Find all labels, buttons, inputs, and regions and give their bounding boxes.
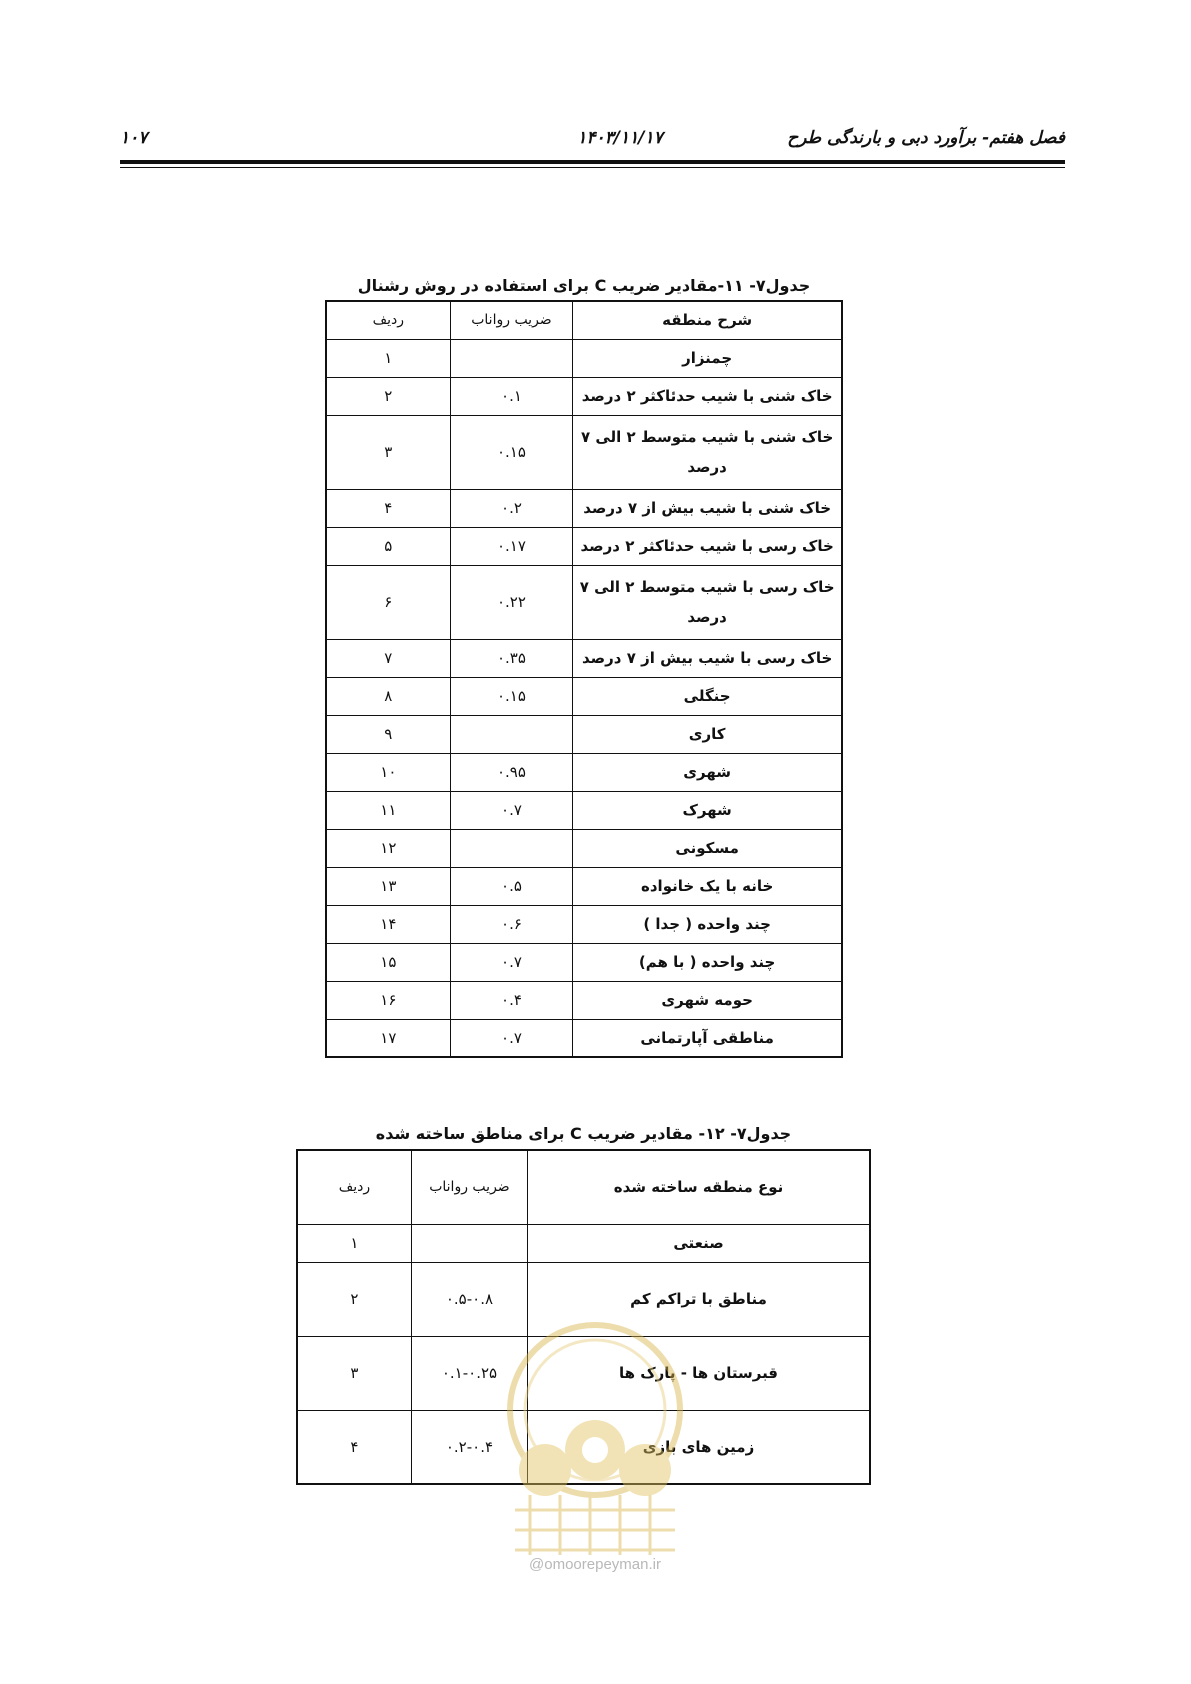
cell-description: خاک رسی با شیب متوسط ۲ الی ۷ درصد (573, 565, 842, 639)
cell-row-number: ۹ (326, 715, 450, 753)
cell-description: خانه با یک خانواده (573, 867, 842, 905)
cell-coefficient: ۰.۳۵ (450, 639, 573, 677)
cell-coefficient: ۰.۹۵ (450, 753, 573, 791)
cell-coefficient: ۰.۲-۰.۴ (411, 1410, 527, 1484)
cell-description: شهرک (573, 791, 842, 829)
cell-description: مناطقی آپارتمانی (573, 1019, 842, 1057)
table1-header-description: شرح منطقه (573, 301, 842, 339)
header-rule-thick (120, 160, 1065, 164)
cell-description: کاری (573, 715, 842, 753)
table1-header-row: ردیف (326, 301, 450, 339)
table2-header-row: ردیف (297, 1150, 411, 1224)
table-row (297, 1410, 870, 1484)
table-row (326, 415, 842, 489)
cell-coefficient: ۰.۴ (450, 981, 573, 1019)
table-row (326, 377, 842, 415)
cell-coefficient: ۰.۱ (450, 377, 573, 415)
table-row (326, 905, 842, 943)
table-row (326, 829, 842, 867)
table1 (325, 300, 843, 1058)
cell-row-number: ۳ (326, 415, 450, 489)
cell-row-number: ۷ (326, 639, 450, 677)
cell-description: جنگلی (573, 677, 842, 715)
cell-row-number: ۱۴ (326, 905, 450, 943)
cell-row-number: ۱۳ (326, 867, 450, 905)
table-row (326, 565, 842, 639)
chapter-title: فصل هفتم- برآورد دبی و بارندگی طرح (787, 128, 1065, 148)
table-row (326, 677, 842, 715)
cell-description: حومه شهری (573, 981, 842, 1019)
cell-row-number: ۱۱ (326, 791, 450, 829)
cell-row-number: ۱ (326, 339, 450, 377)
table2-caption: جدول۷- ۱۲- مقادیر ضریب C برای مناطق ساخته شده (375, 1124, 792, 1143)
cell-description: مسکونی (573, 829, 842, 867)
table2 (296, 1149, 871, 1485)
cell-row-number: ۲ (326, 377, 450, 415)
table-row (297, 1262, 870, 1336)
cell-row-number: ۱۰ (326, 753, 450, 791)
cell-row-number: ۵ (326, 527, 450, 565)
page-number: ۱۰۷ (120, 128, 148, 148)
cell-description: زمین های بازی (528, 1410, 870, 1484)
table-row (326, 943, 842, 981)
table-row (326, 753, 842, 791)
cell-description: چند واحده ( جدا ) (573, 905, 842, 943)
table1-caption: جدول۷- ۱۱-مقادیر ضریب C برای استفاده در روش رشنال (357, 276, 811, 295)
cell-row-number: ۸ (326, 677, 450, 715)
table-row (326, 527, 842, 565)
cell-coefficient: ۰.۶ (450, 905, 573, 943)
header-rule-thin (120, 167, 1065, 168)
cell-coefficient: ۰.۲ (450, 489, 573, 527)
cell-description: چمنزار (573, 339, 842, 377)
table-row (326, 489, 842, 527)
cell-coefficient: ۰.۷ (450, 791, 573, 829)
table-row (297, 1224, 870, 1262)
cell-description: خاک شنی با شیب حدئاکثر ۲ درصد (573, 377, 842, 415)
cell-description: مناطق با تراکم کم (528, 1262, 870, 1336)
table-row (326, 791, 842, 829)
cell-row-number: ۱۷ (326, 1019, 450, 1057)
table-row (326, 981, 842, 1019)
cell-coefficient: ۰.۵ (450, 867, 573, 905)
watermark-site: @omoorepeyman.ir (529, 1556, 661, 1573)
cell-row-number: ۱ (297, 1224, 411, 1262)
cell-row-number: ۴ (326, 489, 450, 527)
cell-coefficient: ۰.۵-۰.۸ (411, 1262, 527, 1336)
cell-row-number: ۱۵ (326, 943, 450, 981)
cell-row-number: ۱۲ (326, 829, 450, 867)
table-row (326, 1019, 842, 1057)
table-row (326, 339, 842, 377)
cell-coefficient (411, 1224, 527, 1262)
cell-coefficient: ۰.۷ (450, 943, 573, 981)
cell-description: خاک رسی با شیب بیش از ۷ درصد (573, 639, 842, 677)
cell-description: شهری (573, 753, 842, 791)
table2-header-row (297, 1150, 870, 1224)
cell-description: صنعتی (528, 1224, 870, 1262)
cell-row-number: ۱۶ (326, 981, 450, 1019)
cell-coefficient: ۰.۱۵ (450, 415, 573, 489)
page-header (120, 128, 1065, 158)
cell-coefficient: ۰.۱۷ (450, 527, 573, 565)
cell-description: خاک رسی با شیب حدئاکثر ۲ درصد (573, 527, 842, 565)
cell-row-number: ۴ (297, 1410, 411, 1484)
cell-coefficient (450, 715, 573, 753)
cell-description: خاک شنی با شیب بیش از ۷ درصد (573, 489, 842, 527)
cell-description: قبرستان ها - پارک ها (528, 1336, 870, 1410)
cell-row-number: ۳ (297, 1336, 411, 1410)
table1-header-coefficient: ضریب رواناب (450, 301, 573, 339)
table-row (297, 1336, 870, 1410)
cell-description: خاک شنی با شیب متوسط ۲ الی ۷ درصد (573, 415, 842, 489)
table-row (326, 639, 842, 677)
table1-header-row (326, 301, 842, 339)
header-date: ۱۴۰۳/۱۱/۱۷ (577, 128, 663, 148)
table2-header-coefficient: ضریب رواناب (411, 1150, 527, 1224)
cell-row-number: ۲ (297, 1262, 411, 1336)
cell-coefficient: ۰.۲۲ (450, 565, 573, 639)
cell-coefficient (450, 829, 573, 867)
cell-description: چند واحده ( با هم) (573, 943, 842, 981)
table-row (326, 715, 842, 753)
table-row (326, 867, 842, 905)
cell-coefficient: ۰.۷ (450, 1019, 573, 1057)
table2-header-description: نوع منطقه ساخته شده (528, 1150, 870, 1224)
cell-coefficient (450, 339, 573, 377)
cell-coefficient: ۰.۱۵ (450, 677, 573, 715)
cell-coefficient: ۰.۱-۰.۲۵ (411, 1336, 527, 1410)
cell-row-number: ۶ (326, 565, 450, 639)
